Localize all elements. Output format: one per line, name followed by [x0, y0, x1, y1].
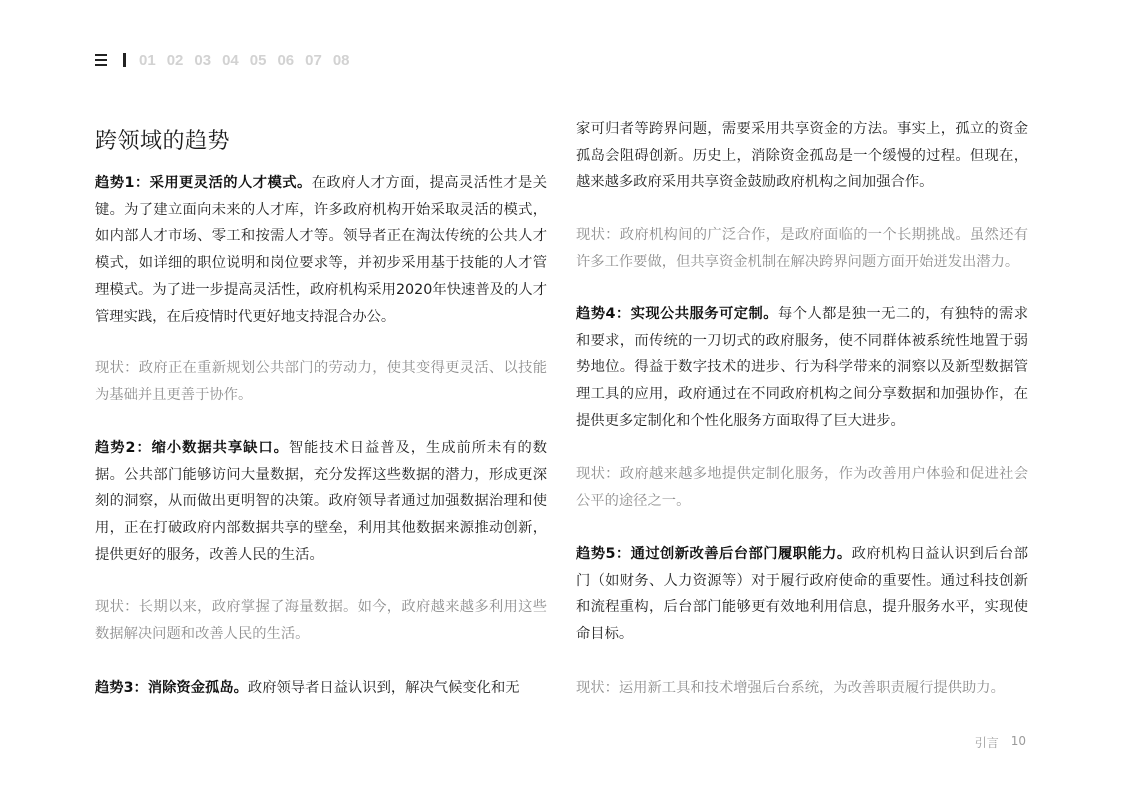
trend-5-heading: 趋势5：通过创新改善后台部门履职能力。	[576, 546, 852, 562]
trend-1-status: 现状：政府正在重新规划公共部门的劳动力，使其变得更灵活、以技能为基础并且更善于协作。	[95, 360, 547, 403]
trend-2-body: 智能技术日益普及，生成前所未有的数据。公共部门能够访问大量数据，充分发挥这些数据的潜力，形成更深刻的洞察，从而做出更明智的决策。政府领导者通过加强数据治理和使用，正在打破政府内部数据共享的壁垒，利用其他数据来源推动创新，提供更好的服务，改善人民的生活。	[95, 440, 547, 563]
nav-chapter-06[interactable]: 06	[277, 51, 295, 69]
page-number: 10	[1010, 734, 1026, 748]
trend-3-paragraph-start	[95, 675, 547, 702]
trend-4-paragraph	[576, 301, 1028, 435]
nav-divider	[123, 53, 126, 67]
trend-5-status: 现状：运用新工具和技术增强后台系统，为改善职责履行提供助力。	[576, 680, 1005, 696]
trend-3-paragraph-continued: 家可归者等跨界问题，需要采用共享资金的方法。事实上，孤立的资金孤岛会阻碍创新。历史上，消除资金孤岛是一个缓慢的过程。但现在，越来越多政府采用共享资金鼓励政府机构之间加强合作。	[576, 121, 1028, 191]
trend-3-status: 现状：政府机构间的广泛合作，是政府面临的一个长期挑战。虽然还有许多工作要做，但共享资金机制在解决跨界问题方面开始迸发出潜力。	[576, 227, 1028, 270]
trend-2-paragraph	[95, 435, 547, 569]
nav-chapter-03[interactable]: 03	[194, 51, 212, 69]
trend-5-body: 政府机构日益认识到后台部门（如财务、人力资源等）对于履行政府使命的重要性。通过科技创新和流程重构，后台部门能够更有效地利用信息，提升服务水平，实现使命目标。	[576, 546, 1029, 643]
trend-1-paragraph	[95, 170, 547, 330]
trend-1-body: 在政府人才方面，提高灵活性才是关键。为了建立面向未来的人才库，许多政府机构开始采取灵活的模式，如内部人才市场、零工和按需人才等。领导者正在淘汰传统的公共人才模式，如详细的职位说明和岗位要求等，并初步采用基于技能的人才管理模式。为了进一步提高灵活性，政府机构采用2020年快速普及的人才管理实践，在后疫情时代更好地支持混合办公。	[95, 175, 548, 325]
page-footer	[975, 734, 1026, 751]
trend-2-heading: 趋势2：缩小数据共享缺口。	[95, 440, 289, 456]
nav-chapter-04[interactable]: 04	[222, 51, 239, 69]
trend-3-body-start: 政府领导者日益认识到，解决气候变化和无	[247, 680, 520, 696]
menu-icon[interactable]	[95, 54, 107, 66]
trend-4-status: 现状：政府越来越多地提供定制化服务，作为改善用户体验和促进社会公平的途径之一。	[576, 466, 1028, 509]
trend-4-heading: 趋势4：实现公共服务可定制。	[576, 306, 778, 322]
page-title: 跨领域的趋势	[95, 129, 231, 154]
footer-section-label: 引言	[974, 736, 999, 750]
trend-1-heading: 趋势1：采用更灵活的人才模式。	[95, 175, 312, 191]
nav-chapter-02[interactable]: 02	[166, 51, 184, 69]
nav-chapter-01[interactable]: 01	[139, 51, 156, 69]
trend-5-paragraph	[576, 541, 1028, 648]
trend-3-heading: 趋势3：消除资金孤岛。	[95, 680, 248, 696]
trend-2-status: 现状：长期以来，政府掌握了海量数据。如今，政府越来越多利用这些数据解决问题和改善人民的生活。	[95, 599, 547, 642]
nav-chapter-05[interactable]: 05	[249, 51, 267, 69]
nav-chapter-08[interactable]: 08	[332, 51, 350, 69]
trend-4-body: 每个人都是独一无二的，有独特的需求和要求，而传统的一刀切式的政府服务，使不同群体被系统性地置于弱势地位。得益于数字技术的进步、行为科学带来的洞察以及新型数据管理工具的应用，政府通过在不同政府机构之间分享数据和加强协作，在提供更多定制化和个性化服务方面取得了巨大进步。	[576, 306, 1029, 429]
top-navigation	[95, 50, 361, 70]
nav-chapter-07[interactable]: 07	[305, 51, 322, 69]
